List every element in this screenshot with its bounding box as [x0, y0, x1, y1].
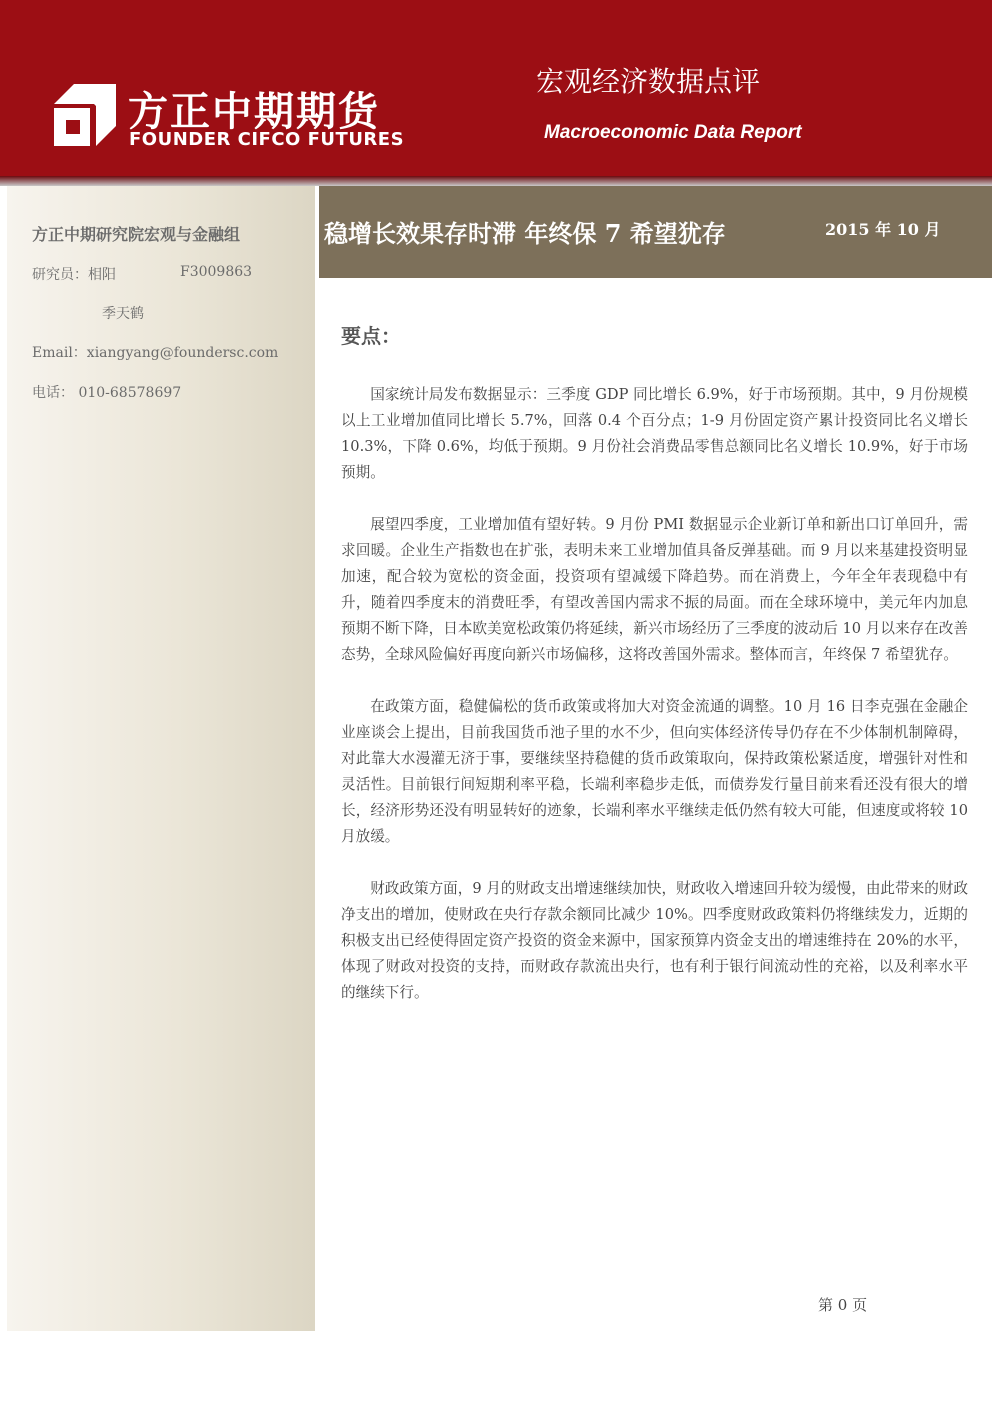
article-date: 2015 年 10 月 — [825, 220, 941, 239]
researcher-name: 研究员：相阳 — [32, 267, 116, 283]
email-contact: Email：xiangyang@foundersc.com — [32, 345, 279, 361]
founder-logo-icon — [54, 84, 116, 146]
paragraph-3: 在政策方面，稳健偏松的货币政策或将加大对资金流通的调整。10 月 16 日李克强在金融企业座谈会上提出，目前我国货币池子里的水不少，但向实体经济传导仍存在不少体制机制障碍，对此靠大水漫灌无济于事，要继续坚持稳健的货币政策取向，保持政策松紧适度，增强针对性和灵活性。目前银行间短期利率平稳，长端利率稳步走低，而债券发行量目前来看还没有很大的增长，经济形势还没有明显转好的迹象，长端利率水平继续走低仍然有较大可能，但速度或将较 10 月放缓。 — [341, 698, 968, 845]
phone-contact: 电话： 010-68578697 — [32, 385, 182, 401]
header-divider — [0, 176, 992, 186]
paragraph-4: 财政政策方面，9 月的财政支出增速继续加快，财政收入增速回升较为缓慢，由此带来的财政净支出的增加，使财政在央行存款余额同比减少 10%。四季度财政政策料仍将继续发力，近期的积极支出已经使得固定资产投资的资金来源中，国家预算内资金支出的增速维持在 20%的水平，体现了财政对投资的支持，而财政存款流出央行，也有利于银行间流动性的充裕，以及利率水平的继续下行。 — [341, 880, 968, 1001]
researcher-id: F3009863 — [180, 264, 253, 280]
paragraph-1: 国家统计局发布数据显示：三季度 GDP 同比增长 6.9%，好于市场预期。其中，9 月份规模以上工业增加值同比增长 5.7%，回落 0.4 个百分点；1-9 月份固定资产累计投资同比名义增长 10.3%，下降 0.6%，均低于预期。9 月份社会消费品零售总额同比名义增长 10.9%，好于市场预期。 — [341, 386, 968, 481]
research-team: 方正中期研究院宏观与金融组 — [32, 225, 241, 244]
company-name-en: FOUNDER CIFCO FUTURES — [129, 129, 405, 150]
key-points-heading: 要点： — [341, 324, 401, 348]
paragraph-2: 展望四季度，工业增加值有望好转。9 月份 PMI 数据显示企业新订单和新出口订单回升，需求回暖。企业生产指数也在扩张，表明未来工业增加值具备反弹基础。而 9 月以来基建投资明显加速，配合较为宽松的资金面，投资项有望减缓下降趋势。而在消费上，今年全年表现稳中有升，随着四季度末的消费旺季，有望改善国内需求不振的局面。而在全球环境中，美元年内加息预期不断下降，日本欧美宽松政策仍将延续，新兴市场经历了三季度的波动后 10 月以来存在改善态势，全球风险偏好再度向新兴市场偏移，这将改善国外需求。整体而言，年终保 7 希望犹存。 — [341, 516, 968, 663]
report-type-en: Macroeconomic Data Report — [544, 122, 802, 143]
report-type-cn: 宏观经济数据点评 — [536, 65, 761, 98]
article-title: 稳增长效果存时滞 年终保 7 希望犹存 — [324, 219, 726, 248]
article-body — [341, 382, 968, 1032]
page-number: 第 0 页 — [818, 1296, 868, 1314]
company-name-cn: 方正中期期货 — [128, 89, 380, 135]
researcher-name-2: 季天鹤 — [102, 306, 144, 322]
